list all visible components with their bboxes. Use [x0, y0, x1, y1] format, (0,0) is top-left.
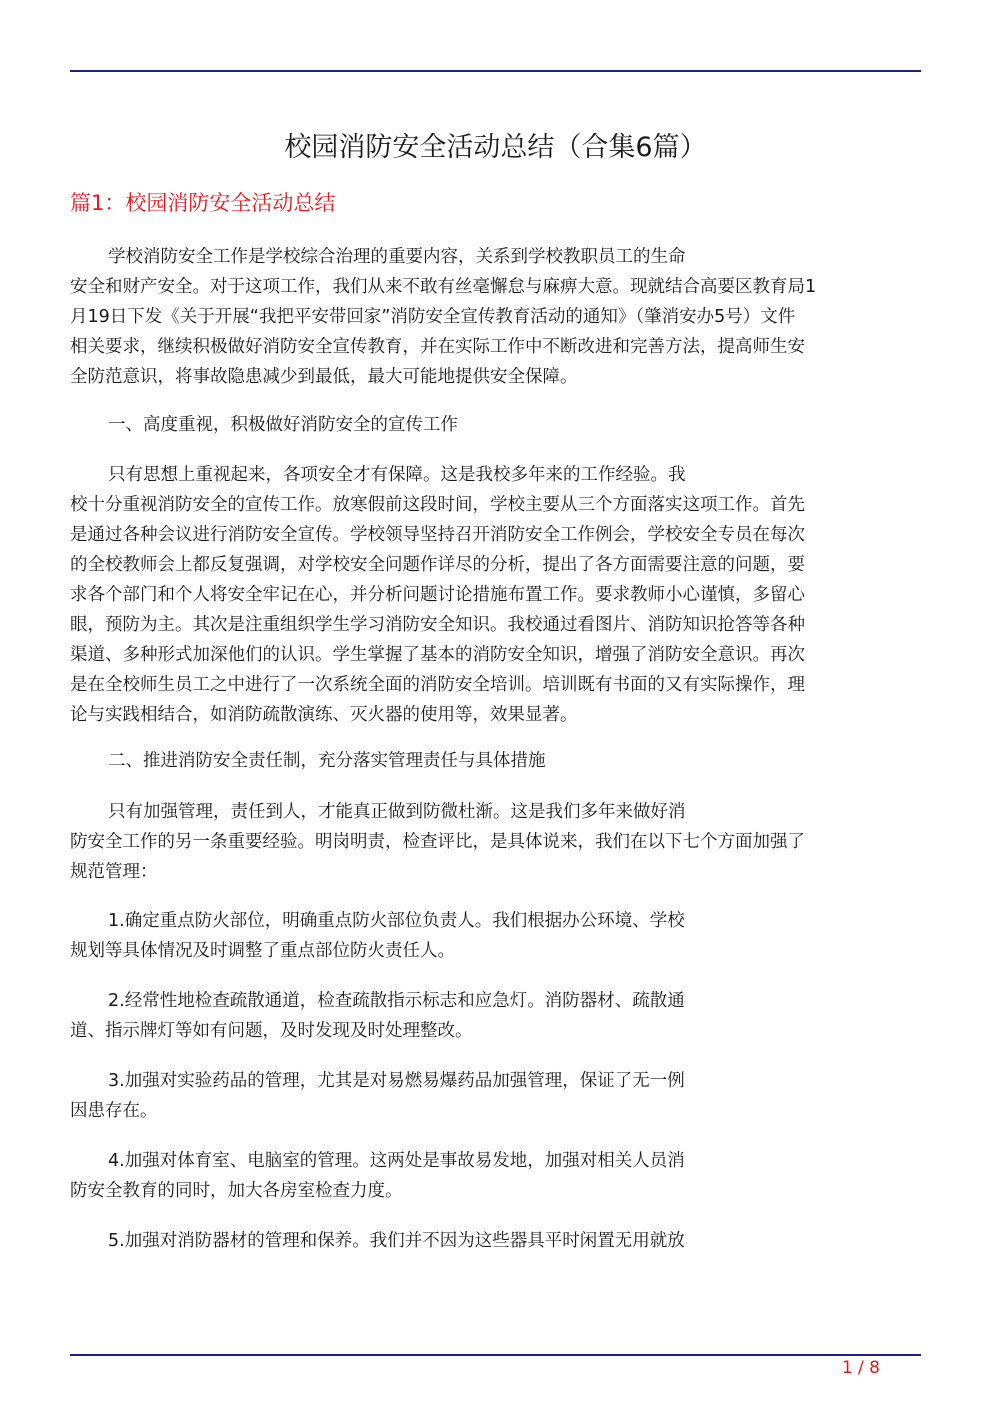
text-line: 论与实践相结合，如消防疏散演练、灭火器的使用等，效果显著。	[70, 705, 578, 725]
text-line: 只有加强管理，责任到人，才能真正做到防微杜渐。这是我们多年来做好消	[108, 802, 686, 822]
text-line: 眼，预防为主。其次是注重组织学生学习消防安全知识。我校通过看图片、消防知识抢答等各种	[70, 615, 805, 635]
list-item-3	[70, 1066, 921, 1126]
text-line: 是通过各种会议进行消防安全宣传。学校领导坚持召开消防安全工作例会，学校安全专员在每次	[70, 525, 805, 545]
page-number: 1 / 8	[841, 1358, 880, 1378]
list-item-2	[70, 986, 921, 1046]
paragraph-publicity	[70, 460, 921, 730]
list-item-1	[70, 906, 921, 966]
header-rule	[70, 70, 921, 72]
text-line: 5.加强对消防器材的管理和保养。我们并不因为这些器具平时闲置无用就放	[108, 1231, 685, 1251]
list-item-4	[70, 1146, 921, 1206]
text-line: 二、推进消防安全责任制，充分落实管理责任与具体措施	[108, 751, 546, 771]
text-line: 规划等具体情况及时调整了重点部位防火责任人。	[70, 941, 455, 961]
text-line: 只有思想上重视起来，各项安全才有保障。这是我校多年来的工作经验。我	[108, 465, 686, 485]
section-heading: 篇1：校园消防安全活动总结	[70, 191, 336, 215]
text-line: 渠道、多种形式加深他们的认识。学生掌握了基本的消防安全知识，增强了消防安全意识。再次	[70, 645, 805, 665]
text-line: 学校消防安全工作是学校综合治理的重要内容，关系到学校教职员工的生命	[108, 247, 686, 267]
text-line: 的全校教师会上都反复强调，对学校安全问题作详尽的分析，提出了各方面需要注意的问题，要	[70, 555, 805, 575]
text-line: 防安全教育的同时，加大各房室检查力度。	[70, 1181, 403, 1201]
text-line: 校十分重视消防安全的宣传工作。放寒假前这段时间，学校主要从三个方面落实这项工作。首先	[70, 495, 805, 515]
text-line: 道、指示牌灯等如有问题，及时发现及时处理整改。	[70, 1021, 473, 1041]
document-title: 校园消防安全活动总结（合集6篇）	[284, 132, 707, 163]
paragraph-intro	[70, 242, 921, 392]
text-line: 1.确定重点防火部位，明确重点防火部位负责人。我们根据办公环境、学校	[108, 911, 685, 931]
text-line: 2.经常性地检查疏散通道，检查疏散指示标志和应急灯。消防器材、疏散通	[108, 991, 685, 1011]
text-line: 是在全校师生员工之中进行了一次系统全面的消防安全培训。培训既有书面的又有实际操作，理	[70, 675, 805, 695]
text-line: 3.加强对实验药品的管理，尤其是对易燃易爆药品加强管理，保证了无一例	[108, 1071, 685, 1091]
text-line: 一、高度重视，积极做好消防安全的宣传工作	[108, 415, 458, 435]
text-line: 规范管理：	[70, 862, 158, 882]
text-line: 月19日下发《关于开展“我把平安带回家”消防安全宣传教育活动的通知》（肇消安办5号）文件	[70, 307, 796, 327]
text-line: 相关要求，继续积极做好消防安全宣传教育，并在实际工作中不断改进和完善方法，提高师生安	[70, 337, 805, 357]
text-line: 全防范意识，将事故隐患减少到最低，最大可能地提供安全保障。	[70, 367, 578, 387]
text-line: 安全和财产安全。对于这项工作，我们从来不敢有丝毫懈怠与麻痹大意。现就结合高要区教育局1	[70, 277, 817, 297]
text-line: 因患存在。	[70, 1101, 158, 1121]
subheading-2	[70, 746, 921, 776]
paragraph-management	[70, 797, 921, 887]
list-item-5	[70, 1226, 921, 1256]
text-line: 4.加强对体育室、电脑室的管理。这两处是事故易发地，加强对相关人员消	[108, 1151, 685, 1171]
text-line: 求各个部门和个人将安全牢记在心，并分析问题讨论措施布置工作。要求教师小心谨慎，多留心	[70, 585, 805, 605]
subheading-1	[70, 410, 921, 440]
text-line: 防安全工作的另一条重要经验。明岗明责，检查评比，是具体说来，我们在以下七个方面加强了	[70, 832, 805, 852]
